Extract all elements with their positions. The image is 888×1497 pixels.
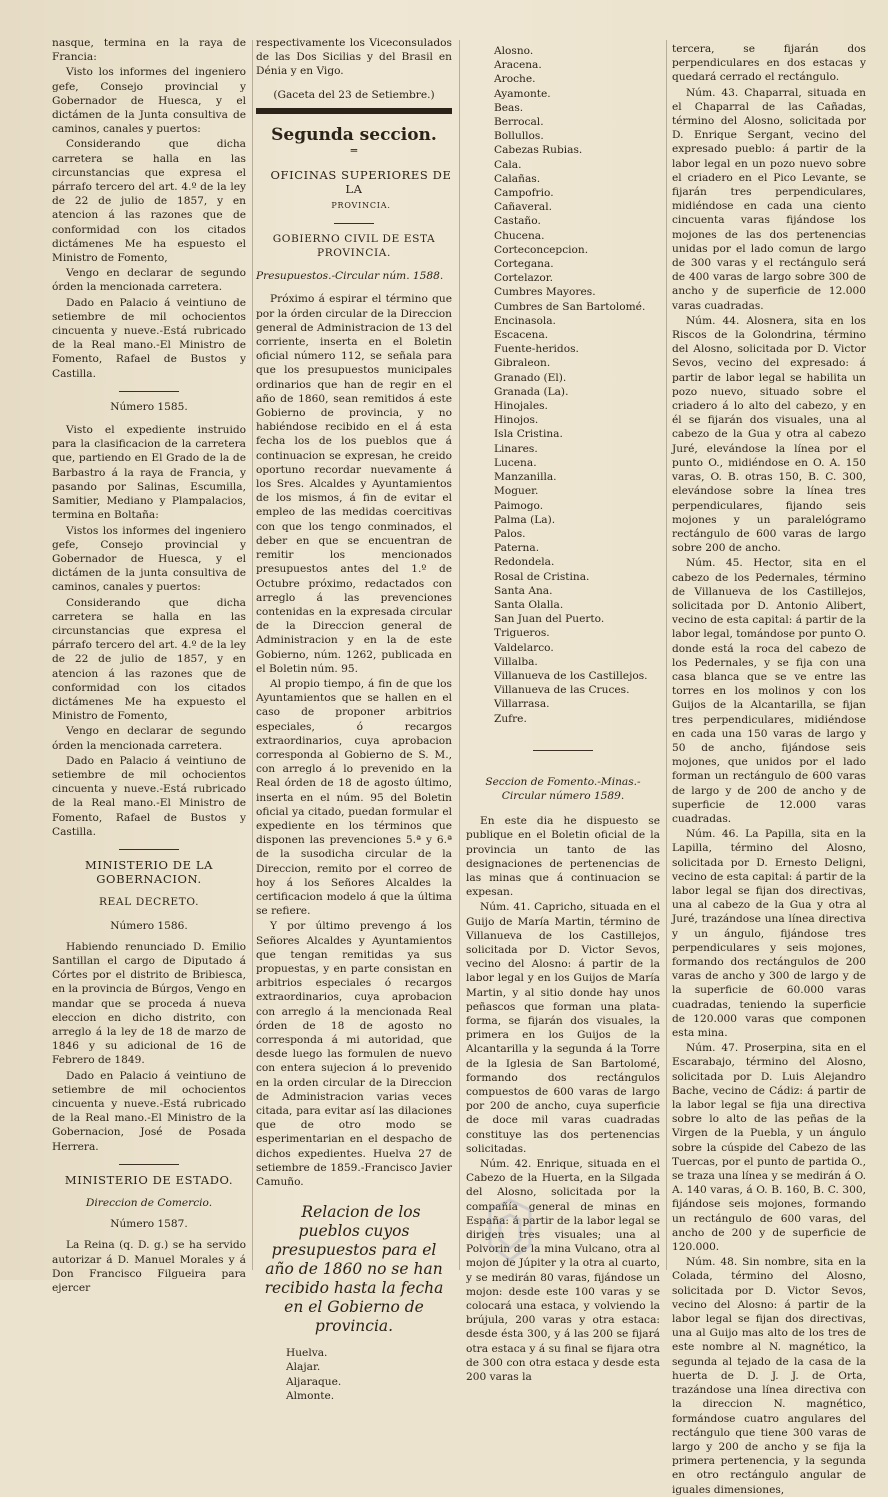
list-item: Granado (El). [494, 371, 567, 384]
paragraph: Y por último prevengo á los Señores Alcaldes y Ayuntamientos que tengan remitidas ya sus propuestas, y en parte consistan en arbitrios especiales ó recargos extraordinarios, cuya aprobacion con arreglo á la mencionada Real órden de 18 de agosto no corresponda á mi autoridad, que desde luego las formulen de nuevo con entera sujecion á lo prevenido en la orden circular de la Direccion de Administracion varias veces citada, para evitar así las dilaciones que de otro modo se esperimentarian en el despacho de dichos expedientes. Huelva 27 de setiembre de 1859.-Francisco Javier Camuño. [256, 920, 452, 1189]
divider [334, 223, 374, 224]
list-item: Manzanilla. [494, 471, 557, 484]
divider [256, 108, 452, 114]
list-item: Paterna. [494, 542, 540, 555]
list-item: Aljaraque. [286, 1375, 342, 1388]
paragraph: Núm. 48. Sin nombre, sita en la Colada, término del Alosno, solicitada por D. Victor Sevos, vecino del Alosno: á partir de la labor legal se fijan dos directivas, una al Guijo mas alto de los tres de este nombre al N. magnético, la segunda al tejado de la casa de la huerta de D. J. J. de Orta, trazándose una línea directiva con la direccion N. magnético, formándose cuatro angulares del rectángulo que tiene 300 varas de largo y 200 de ancho y se fija la primera pertenencia, y la segunda en otro rectángulo angular de iguales dimensiones, [672, 1256, 866, 1496]
list-item: Isla Cristina. [494, 428, 563, 441]
list-item: Villanueva de las Cruces. [494, 684, 630, 697]
paragraph: Núm. 46. La Papilla, sita en la Lapilla, término del Alosno, solicitada por D. Ernesto Deligni, vecino de esta capital: á partir de la labor legal se fijan dos directivas, una al cabezo de la Gua y otra al Juré, trazándose una línea directiva y un ángulo, fijándose tres perpendiculares y seis mojones, formando dos rectángulos de 200 varas de ancho y 300 de largo y de la superficie de 60.000 varas cuadradas, teniendo la superficie de 120.000 varas que componen esta mina. [672, 828, 866, 1040]
column-1 [52, 36, 246, 1295]
list-item: Calañas. [494, 172, 541, 185]
column-rule [459, 40, 460, 1270]
paragraph: nasque, termina en la raya de Francia: [52, 37, 246, 64]
list-item: Santa Olalla. [494, 598, 564, 611]
list-item: Valdelarco. [494, 641, 554, 654]
paragraph: Considerando que dicha carretera se halla en las circunstancias que expresa el párrafo tercero del art. 4.º de la ley de 22 de julio de 1857, y en atencion á las razones que de conformidad con los citados dictámenes Me ha expuesto el Ministro de Fomento, [52, 596, 246, 723]
paragraph: Vengo en declarar de segundo órden la mencionada carretera. [52, 725, 246, 752]
paragraph: Vistos los informes del ingeniero gefe, Consejo provincial y Gobernador de Huesca, y el dictámen de la junta consultiva de caminos, canales y puertos: [52, 524, 246, 594]
paragraph: En este dia he dispuesto se publique en el Boletin oficial de la provincia un tanto de las designaciones de pertenencias de las minas que á continuacion se expesan. [466, 815, 660, 899]
list-item: Linares. [494, 442, 538, 455]
column-4 [672, 42, 866, 1496]
ornament: ═ [350, 145, 358, 158]
paragraph: Dado en Palacio á veintiuno de setiembre de mil ochocientos cincuenta y nueve.-Está rubricado de la Real mano.-El Ministro de la Gobernacion, José de Posada Herrera. [52, 1069, 246, 1153]
list-item: Beas. [494, 101, 524, 114]
paragraph: Núm. 43. Chaparral, situada en el Chaparral de las Cañadas, término del Alosno, solicitada por D. Enrique Sergant, vecino del expresado pueblo: á partir de la labor legal en un pozo nuevo sobre el criadero en el Pico Levante, se fijarán tres perpendiculares, midiéndose en cada una ciento cincuenta varas fijándose los mojones de las dos pertenencias unidas por el lado comun de largo de 300 varas y el rectángulo será de 400 varas de largo sobre 300 de ancho y de superficie de 12.000 varas cuadradas. [672, 86, 866, 312]
list-item: Cortelazor. [494, 272, 554, 285]
list-item: Escacena. [494, 329, 549, 342]
list-item: Cañaveral. [494, 201, 552, 214]
decree-number: Número 1586. [110, 919, 188, 932]
divider [119, 1164, 179, 1165]
list-item: Bollullos. [494, 130, 544, 143]
relation-heading: Relacion de los pueblos cuyos presupuestos para el año de 1860 no se han recibido hasta la fecha en el Gobierno de provincia. [264, 1203, 444, 1336]
office-subheading: PROVINCIA. [331, 200, 391, 210]
town-list [256, 1346, 452, 1403]
list-item: Cabezas Rubias. [494, 144, 583, 157]
paragraph: Núm. 42. Enrique, situada en el Cabezo de la Huerta, en la Silgada del Alosno, solicitada por la compañía general de minas en España: á partir de la labor legal se dirigen tres visuales; una al Polvorin de la mina Vulcano, otra al mojon de Júpiter y la otra al cuarto, y se medirán 80 varas, fijándose un mojon: desde este 100 varas y se colocará una estaca, y volviendo la brújula, 200 varas y otra estaca: desde ésta 300, y á las 200 se fijará otra estaca y á su final se fijara otra de 300 con otra estaca y desde esta 200 varas la [466, 1158, 660, 1384]
paragraph: Habiendo renunciado D. Emilio Santillan el cargo de Diputado á Córtes por el distrito de Bribiesca, en la provincia de Búrgos, Vengo en mandar que se proceda á nueva eleccion en dicho distrito, con arreglo á la ley de 18 de marzo de 1846 y su adicional de 16 de Febrero de 1849. [52, 940, 246, 1067]
decree-number: Número 1587. [110, 1218, 188, 1231]
office-heading: OFICINAS SUPERIORES DE LA [270, 168, 452, 197]
divider [533, 750, 593, 751]
paragraph: Núm. 45. Hector, sita en el cabezo de los Pedernales, término de Villanueva de los Castillejos, solicitada por D. Antonio Alibert, vecino de esta capital: á partir de la labor legal, tomándose por punto O. donde está la roca del cabezo de los Pedernales, y se fija con una casa blanca que se ve entre las torres en los molinos y con los Guijos de la Alcantarilla, se fijan tres perpendiculares, midiéndose en cada una 150 varas de largo y 50 de ancho, fijándose seis mojones, que unidos por el lado forman un rectángulo de 600 varas de largo y de 200 de ancho y de superficie de 12.000 varas cuadradas. [672, 557, 866, 825]
column-3 [466, 44, 660, 1384]
paragraph: Núm. 44. Alosnera, sita en los Riscos de la Golondrina, término del Alosno, solicitada por D. Victor Sevos, vecino del expresado: á partir de labor legal se habilita un pozo nuevo, situado sobre el criadero á lo alto del cabezo, y en él se fijarán dos visuales, una al cabezo de la Gua y otra al cabezo Juré, elevándose la línea por el punto O., midiéndose en O. A. 150 varas, O. B. otras 150, B. C. 300, elevándose sobre la línea tres perpendiculares, fijando seis mojones y un paralelógramo rectángulo de 600 varas de largo sobre 200 de ancho. [672, 314, 866, 555]
column-2 [256, 36, 452, 1402]
government-heading: GOBIERNO CIVIL DE ESTA PROVINCIA. [272, 232, 436, 260]
section-heading: Direccion de Comercio. [85, 1197, 213, 1210]
column-rule [666, 40, 667, 1270]
decree-number: Número 1585. [110, 400, 188, 413]
paragraph: Visto el expediente instruido para la clasificacion de la carretera que, partiendo en El Grado de la de Barbastro á la raya de Francia, y pasando por Salinas, Escumilla, Samitier, Mediano y Plampalacios, termina en Boltaña: [52, 424, 246, 522]
list-item: Granada (La). [494, 385, 569, 398]
circular-title: Seccion de Fomento.-Minas.-Circular número 1589. [485, 775, 641, 802]
paragraph: Visto los informes del ingeniero gefe, Consejo provincial y Gobernador de Huesca, y el dictámen de la Junta consultiva de caminos, canales y puertos: [52, 66, 246, 136]
list-item: Palos. [494, 527, 526, 540]
list-item: Trigueros. [494, 627, 550, 640]
list-item: Campofrio. [494, 187, 554, 200]
list-item: Santa Ana. [494, 584, 553, 597]
section-heading: REAL DECRETO. [98, 896, 200, 909]
paragraph: respectivamente los Viceconsulados de las Dos Sicilias y del Brasil en Dénia y en Vigo. [256, 37, 452, 78]
divider [119, 391, 179, 392]
list-item: Aroche. [494, 73, 536, 86]
list-item: Encinasola. [494, 314, 556, 327]
list-item: Cumbres Mayores. [494, 286, 596, 299]
list-item: Alosno. [494, 45, 534, 57]
list-item: Paimogo. [494, 499, 544, 512]
paragraph: Núm. 41. Capricho, situada en el Guijo de María Martin, término de Villanueva de los Castillejos, solicitada por D. Victor Sevos, vecino del Alosno: á partir de la labor legal y en los Guijos de María Martin, y al sitio donde hay unos peñascos que forman una plata-forma, se fijarán dos visuales, la primera en los Guijos de la Alcantarilla y la segunda á la Torre de la Iglesia de San Bartolomé, formando dos rectángulos compuestos de 600 varas de largo por 200 de ancho, cuya superficie de doce mil varas cuadradas constituye las dos pertenencias solicitadas. [466, 901, 660, 1155]
town-list [466, 44, 660, 726]
list-item: Lucena. [494, 456, 537, 469]
list-item: San Juan del Puerto. [494, 613, 605, 626]
circular-title: Presupuestos.-Circular núm. 1588. [256, 270, 444, 283]
list-item: Aracena. [494, 59, 542, 72]
list-item: Rosal de Cristina. [494, 570, 590, 583]
archive-watermark-logo [470, 1190, 830, 1270]
list-item: Fuente-heridos. [494, 343, 579, 356]
ministry-heading: MINISTERIO DE LA GOBERNACION. [85, 857, 213, 887]
paragraph: tercera, se fijarán dos perpendiculares en dos estacas y quedará cerrado el rectángulo. [672, 43, 866, 84]
list-item: Cala. [494, 158, 522, 171]
list-item: Palma (La). [494, 513, 556, 526]
paragraph: Núm. 47. Proserpina, sita en el Escarabajo, término del Alosno, solicitada por D. Luis Alejandro Bache, vecino de Cádiz: á partir de la labor legal se fija una directiva sobre lo alto de las peñas de la Virgen de la Puebla, y un ángulo sobre la cúspide del Cabezo de las Tuercas, por el punto de partida O., se traza una línea y se medirán á O. A. 140 varas, á O. B. 160, B. C. 300, fijándose seis mojones, formando un rectángulo de 600 varas, del ancho de 200 y de superficie de 120.000. [672, 1042, 866, 1254]
list-item: Redondela. [494, 556, 555, 569]
list-item: Hinojos. [494, 414, 539, 427]
paragraph: Próximo á espirar el término que por la órden circular de la Direccion general de Administracion de 13 del corriente, inserta en el Boletin oficial número 112, se señala para que los presupuestos municipales ordinarios que han de regir en el año de 1860, sean remitidos á este Gobierno de provincia, y no habiéndose recibido en el á esta fecha los de los pueblos que á continuacion se expresan, he creido oportuno recordar nuevamente á los Sres. Alcaldes y Ayuntamientos de los mismos, á fin de evitar el empleo de las medidas coercitivas con que los tengo conminados, el deber en que se encuentran de remitir los mencionados presupuestos antes del 1.º de Octubre próximo, redactados con arreglo á las prevenciones contenidas en la expresada circular de la Direccion general de Administracion y en la de este Gobierno, núm. 1262, publicada en el Boletin núm. 95. [256, 293, 452, 675]
ministry-heading: MINISTERIO DE ESTADO. [64, 1172, 234, 1187]
list-item: Hinojales. [494, 400, 548, 413]
list-item: Chucena. [494, 229, 545, 242]
paragraph: Al propio tiempo, á fin de que los Ayuntamientos que se hallen en el caso de proponer arbitrios especiales, ó recargos extraordinarios, cuya aprobacion corresponda al Gobierno de S. M., con arreglo á lo prevenido en la Real órden de 18 de agosto último, inserta en el núm. 95 del Boletin oficial ya citado, puedan formular el expediente en los términos que disponen las prevenciones 5.ª y 6.ª de la susodicha circular de la Direccion, remito por el correo de hoy á los Señores Alcaldes la certificacion modelo á que la última se refiere. [256, 677, 452, 918]
list-item: Moguer. [494, 485, 539, 498]
source-note: (Gaceta del 23 de Setiembre.) [273, 88, 435, 101]
list-item: Castaño. [494, 215, 541, 228]
list-item: Almonte. [286, 1389, 335, 1402]
paragraph: Dado en Palacio á veintiuno de setiembre de mil ochocientos cincuenta y nueve.-Está rubricado de la Real mano.-El Ministro de Fomento, Rafael de Bustos y Castilla. [52, 296, 246, 380]
list-item: Zufre. [494, 712, 527, 725]
list-item: Villalba. [494, 655, 538, 668]
list-item: Alajar. [286, 1361, 321, 1374]
list-item: Villarrasa. [494, 698, 550, 711]
list-item: Huelva. [286, 1347, 328, 1360]
list-item: Villanueva de los Castillejos. [494, 669, 648, 682]
paragraph: Vengo en declarar de segundo órden la mencionada carretera. [52, 267, 246, 294]
paragraph: Dado en Palacio á veintiuno de setiembre de mil ochocientos cincuenta y nueve.-Está rubricado de la Real mano.-El Ministro de Fomento, Rafael de Bustos y Castilla. [52, 754, 246, 838]
section-title: Segunda seccion. [271, 124, 437, 145]
list-item: Gibraleon. [494, 357, 551, 370]
list-item: Cumbres de San Bartolomé. [494, 300, 646, 313]
divider [119, 849, 179, 850]
list-item: Cortegana. [494, 258, 554, 271]
paragraph: Considerando que dicha carretera se halla en las circunstancias que expresa el párrafo tercero del art. 4.º de la ley de 22 de julio de 1857, y en atencion á las razones que de conformidad con los citados dictámenes Me ha espuesto el Ministro de Fomento, [52, 138, 246, 265]
list-item: Ayamonte. [494, 87, 551, 100]
list-item: Berrocal. [494, 116, 544, 129]
paragraph: La Reina (q. D. g.) se ha servido autorizar á D. Manuel Morales y á Don Francisco Filgueira para ejercer [52, 1239, 246, 1295]
list-item: Corteconcepcion. [494, 243, 589, 256]
column-rule [252, 40, 253, 1270]
